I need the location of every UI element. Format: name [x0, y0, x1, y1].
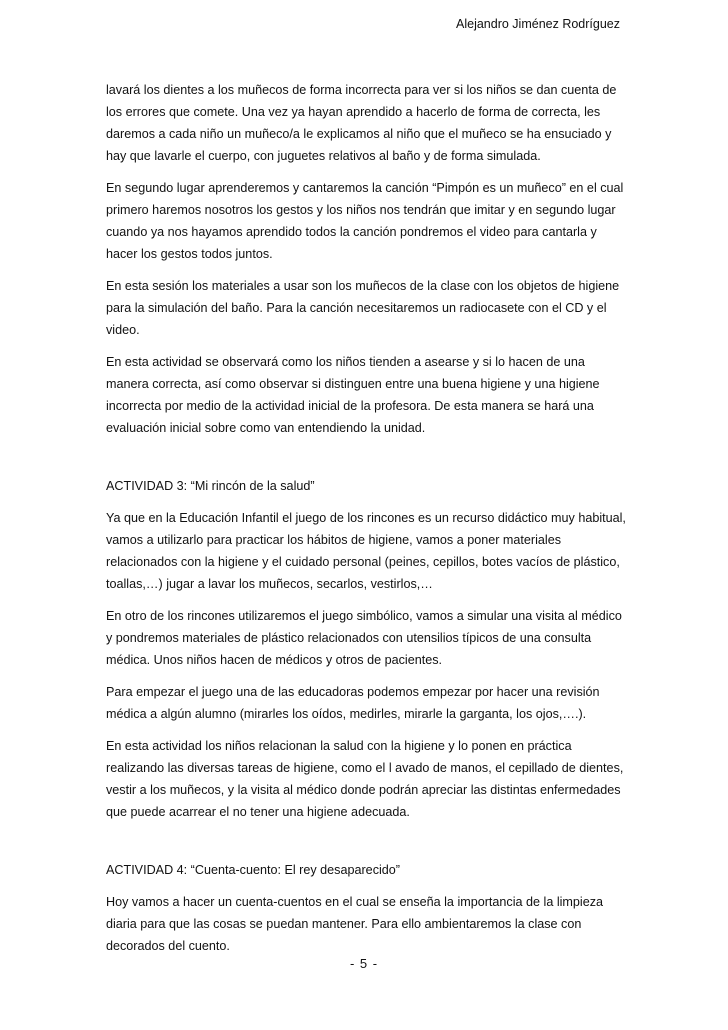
page-header-author: Alejandro Jiménez Rodríguez: [456, 17, 620, 31]
body-paragraph: Hoy vamos a hacer un cuenta-cuentos en el cual se enseña la importancia de la limpieza diaria para que las cosas se puedan mantener. Para ello ambientaremos la clase con decorados del cuento.: [106, 895, 604, 953]
activity-heading: ACTIVIDAD 4: “Cuenta-cuento: El rey desaparecido”: [106, 863, 400, 877]
body-paragraph: lavará los dientes a los muñecos de forma incorrecta para ver si los niños se dan cuenta de los errores que comete. Una vez ya hayan aprendido a hacerlo de forma de correcta, les daremos a cada niño un muñeco/a le explicamos al niño que el muñeco se ha ensuciado y hay que lavarle el cuerpo, con juguetes relativos al baño y de forma simulada.: [106, 83, 617, 163]
body-paragraph: En otro de los rincones utilizaremos el juego simbólico, vamos a simular una visita al médico y pondremos materiales de plástico relacionados con utensilios típicos de una consulta médica. Unos niños hacen de médicos y otros de pacientes.: [106, 609, 622, 667]
body-paragraph: En esta sesión los materiales a usar son los muñecos de la clase con los objetos de higiene para la simulación del baño. Para la canción necesitaremos un radiocasete con el CD y el video.: [106, 279, 620, 337]
page-body: [106, 79, 626, 967]
body-paragraph: En esta actividad los niños relacionan la salud con la higiene y lo ponen en práctica realizando las diversas tareas de higiene, como el l avado de manos, el cepillado de dientes, vestir a los muñecos, y la visita al médico donde podrán apreciar las distintas enfermedades que puede acarrear el no tener una higiene adecuada.: [106, 739, 624, 819]
page-number: - 5 -: [349, 956, 379, 971]
body-paragraph: Para empezar el juego una de las educadoras podemos empezar por hacer una revisión médica a algún alumno (mirarles los oídos, medirles, mirarle la garganta, los ojos,….).: [106, 685, 600, 721]
body-paragraph: En esta actividad se observará como los niños tienden a asearse y si lo hacen de una manera correcta, así como observar si distinguen entre una buena higiene y una higiene incorrecta por medio de la actividad inicial de la profesora. De esta manera se hará una evaluación inicial sobre como van entendiendo la unidad.: [106, 355, 600, 435]
activity-heading: ACTIVIDAD 3: “Mi rincón de la salud”: [106, 479, 315, 493]
body-paragraph: Ya que en la Educación Infantil el juego de los rincones es un recurso didáctico muy habitual, vamos a utilizarlo para practicar los hábitos de higiene, vamos a poner materiales relacionados con la higiene y el cuidado personal (peines, cepillos, botes vacíos de plástico, toallas,…) jugar a lavar los muñecos, secarlos, vestirlos,…: [106, 511, 626, 591]
body-paragraph: En segundo lugar aprenderemos y cantaremos la canción “Pimpón es un muñeco” en el cual primero haremos nosotros los gestos y los niños nos tendrán que imitar y en segundo lugar cuando ya nos hayamos aprendido todos la canción pondremos el video para cantarla y hacer los gestos todos juntos.: [106, 181, 624, 261]
